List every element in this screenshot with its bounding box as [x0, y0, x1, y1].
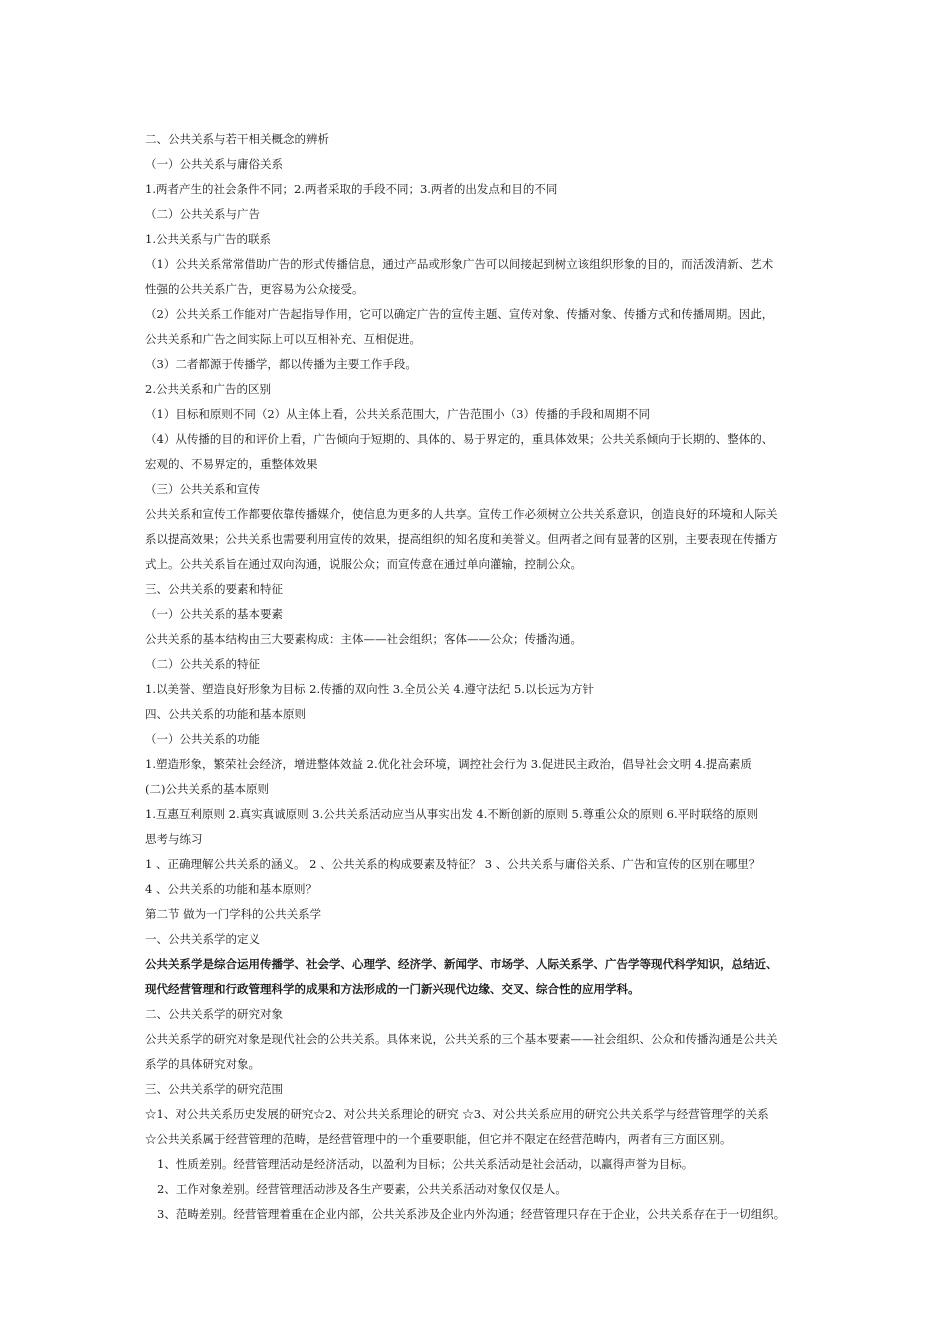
text-line: 1.两者产生的社会条件不同；2.两者采取的手段不同；3.两者的出发点和目的不同 [145, 182, 558, 196]
text-line: 一、公共关系学的定义 [145, 932, 260, 946]
text-line: 二、公共关系学的研究对象 [145, 1007, 283, 1021]
text-line: 公共关系的基本结构由三大要素构成：主体——社会组织；客体——公众；传播沟通。 [145, 632, 582, 646]
text-line: 二、公共关系与若干相关概念的辨析 [145, 132, 329, 146]
text-line: （3）二者都源于传播学，都以传播为主要工作手段。 [145, 357, 417, 371]
text-line: 现代经营管理和行政管理科学的成果和方法形成的一门新兴现代边缘、交叉、综合性的应用学科。 [145, 982, 640, 996]
text-line: 第二节 做为一门学科的公共关系学 [145, 907, 322, 921]
document-body [145, 127, 815, 1227]
text-line: 2.公共关系和广告的区别 [145, 382, 271, 396]
text-line: 2、工作对象差别。经营管理活动涉及各生产要素，公共关系活动对象仅仅是人。 [157, 1182, 567, 1196]
text-line: (二)公共关系的基本原则 [145, 782, 269, 796]
text-line: （1）公共关系常常借助广告的形式传播信息，通过产品或形象广告可以间接起到树立该组织形象的目的，而活泼清新、艺术 [145, 257, 774, 271]
text-line: 1 、正确理解公共关系的涵义。 2 、公共关系的构成要素及特征？ 3 、公共关系与庸俗关系、广告和宣传的区别在哪里？ [145, 857, 761, 871]
text-line: （一）公共关系的基本要素 [145, 607, 283, 621]
text-line: （三）公共关系和宣传 [145, 482, 260, 496]
text-line: 公共关系学的研究对象是现代社会的公共关系。具体来说，公共关系的三个基本要素——社会组织、公众和传播沟通是公共关 [145, 1032, 778, 1046]
text-line: 3、范畴差别。经营管理着重在企业内部，公共关系涉及企业内外沟通；经营管理只存在于企业，公共关系存在于一切组织。 [157, 1207, 786, 1221]
text-line: （1）目标和原则不同（2）从主体上看，公共关系范围大，广告范围小（3）传播的手段和周期不同 [145, 407, 650, 421]
text-line: 1.塑造形象，繁荣社会经济，增进整体效益 2.优化社会环境，调控社会行为 3.促进民主政治，倡导社会文明 4.提高素质 [145, 757, 752, 771]
text-line: 公共关系和广告之间实际上可以互相补充、互相促进。 [145, 332, 421, 346]
text-line: 系学的具体研究对象。 [145, 1057, 260, 1071]
text-line: 三、公共关系的要素和特征 [145, 582, 283, 596]
text-line: 公共关系学是综合运用传播学、社会学、心理学、经济学、新闻学、市场学、人际关系学、广告学等现代科学知识，总结近、 [145, 957, 778, 971]
text-line: 宏观的、不易界定的，重整体效果 [145, 457, 318, 471]
text-line: 式上。公共关系旨在通过双向沟通，说服公众；而宣传意在通过单向灌输，控制公众。 [145, 557, 582, 571]
text-line: 系以提高效果；公共关系也需要利用宣传的效果，提高组织的知名度和美誉义。但两者之间有显著的区别，主要表现在传播方 [145, 532, 778, 546]
text-line: ☆1、对公共关系历史发展的研究☆2、对公共关系理论的研究 ☆3、对公共关系应用的研究公共关系学与经营管理学的关系 [145, 1107, 769, 1121]
text-line: 思考与练习 [145, 832, 203, 846]
text-line: 四、公共关系的功能和基本原则 [145, 707, 306, 721]
text-line: （二）公共关系的特征 [145, 657, 260, 671]
text-line: 公共关系和宣传工作都要依靠传播媒介，使信息为更多的人共享。宣传工作必须树立公共关系意识，创造良好的环境和人际关 [145, 507, 778, 521]
text-line: 1.以美誉、塑造良好形象为目标 2.传播的双向性 3.全员公关 4.遵守法纪 5.以长远为方针 [145, 682, 594, 696]
text-line: （一）公共关系与庸俗关系 [145, 157, 283, 171]
text-line: 性强的公共关系广告，更容易为公众接受。 [145, 282, 364, 296]
text-line: 1、性质差别。经营管理活动是经济活动，以盈利为目标；公共关系活动是社会活动，以赢得声誉为目标。 [157, 1157, 694, 1171]
text-line: （二）公共关系与广告 [145, 207, 260, 221]
text-line: 1.公共关系与广告的联系 [145, 232, 271, 246]
text-line: ☆公共关系属于经营管理的范畴，是经营管理中的一个重要职能，但它并不限定在经营范畴内，两者有三方面区别。 [145, 1132, 732, 1146]
text-line: （4）从传播的目的和评价上看，广告倾向于短期的、具体的、易于界定的，重具体效果；公共关系倾向于长期的、整体的、 [145, 432, 774, 446]
text-line: 4 、公共关系的功能和基本原则？ [145, 882, 317, 896]
text-line: （一）公共关系的功能 [145, 732, 260, 746]
text-line: 1.互惠互利原则 2.真实真诚原则 3.公共关系活动应当从事实出发 4.不断创新的原则 5.尊重公众的原则 6.平时联络的原则 [145, 807, 759, 821]
text-line: 三、公共关系学的研究范围 [145, 1082, 283, 1096]
text-line: （2）公共关系工作能对广告起指导作用，它可以确定广告的宣传主题、宣传对象、传播对象、传播方式和传播周期。因此， [145, 307, 774, 321]
